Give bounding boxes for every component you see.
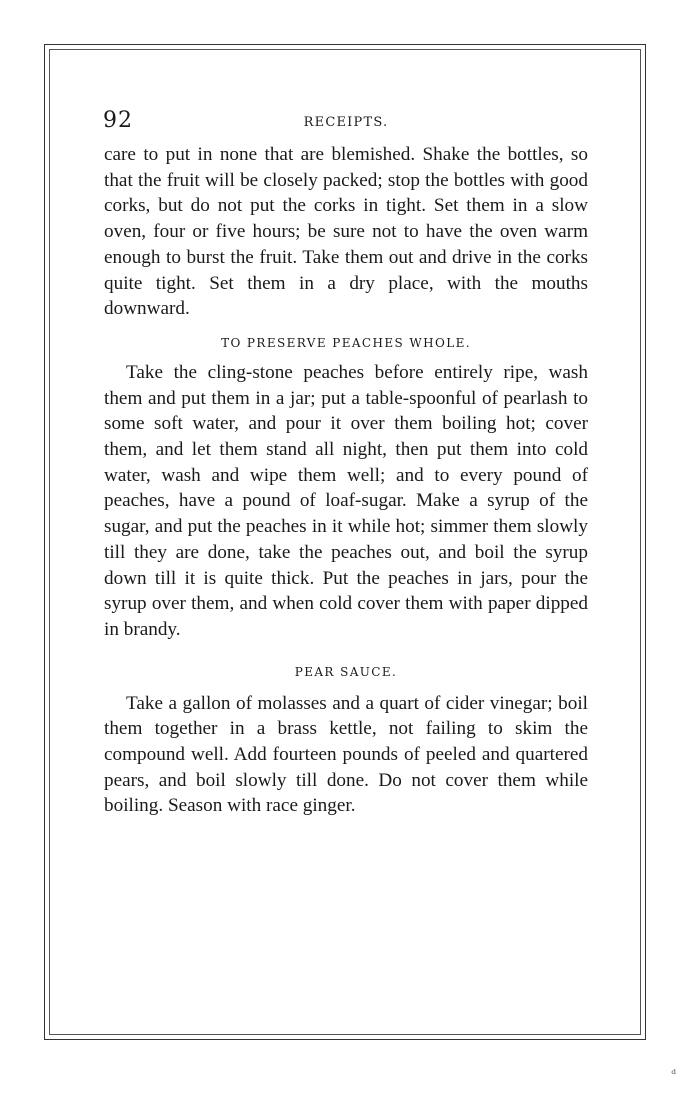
section-heading-pear-sauce: PEAR SAUCE. — [294, 664, 398, 679]
section-body-peaches: Take the cling-stone peaches before entirely ripe, wash them and put them in a jar; put a table-spoonful of pearlash to some soft water, and pour it over them boiling hot; cover them, and let them stand all night, then put them into cold water, wash and wipe them well; and to every pound of peaches, have a pound of loaf-sugar. Make a syrup of the sugar, and put the peaches in it while hot; simmer them slowly till they are done, take the peaches out, and boil the syrup down till it is quite thick. Put the peaches in jars, pour the syrup over them, and when cold cover them with paper dipped in brandy. — [104, 361, 588, 640]
section-body-pear-sauce: Take a gallon of molasses and a quart of cider vinegar; boil them together in a brass kettle, not failing to skim the compound well. Add fourteen pounds of peeled and quartered pears, and boil slowly till done. Do not cover them while boiling. Season with race ginger. — [104, 692, 588, 817]
running-title: RECEIPTS. — [303, 115, 389, 130]
continuation-paragraph: care to put in none that are blemished. Shake the bottles, so that the fruit will be closely packed; stop the bottles with good corks, but do not put the corks in tight. Set them in a slow oven, four or five hours; be sure not to have the oven warm enough to burst the fruit. Take them out and drive in the corks quite tight. Set them in a dry place, with the mouths downward. — [104, 144, 588, 320]
section-heading-peaches: TO PRESERVE PEACHES WHOLE. — [221, 335, 471, 350]
running-head — [104, 108, 588, 142]
page-content — [104, 108, 588, 819]
page-number: 92 — [103, 108, 133, 133]
page-mark: ᵈ — [671, 1067, 676, 1081]
